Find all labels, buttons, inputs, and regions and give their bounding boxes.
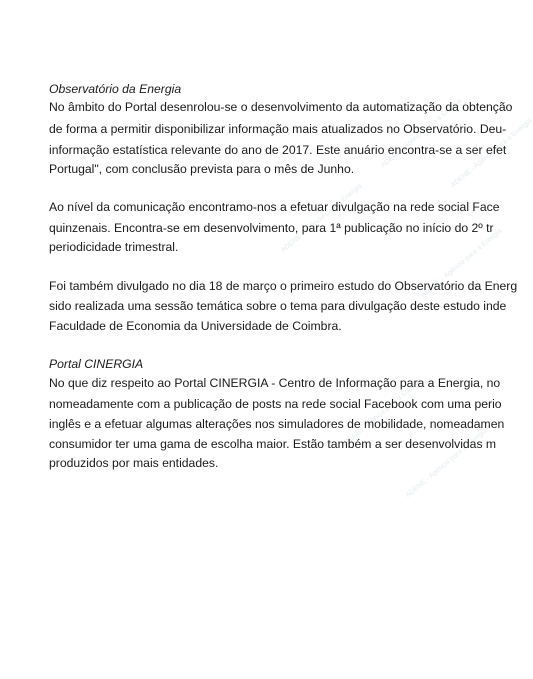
paragraph-line: nomeadamente com a publicação de posts na rede social Facebook com uma perio [49,397,502,411]
paragraph-line: consumidor ter uma gama de escolha maior. Estão também a ser desenvolvidas m [49,437,497,451]
paragraph-line: de forma a permitir disponibilizar informação mais atualizados no Observatório. Deu- [49,122,507,136]
paragraph-line: Ao nível da comunicação encontramo-nos a efetuar divulgação na rede social Face [49,200,500,214]
paragraph-line: informação estatística relevante do ano de 2017. Este anuário encontra-se a ser efet [49,143,507,157]
watermark: ADENE - Agência para a Energia [379,97,464,170]
watermark: ADENE - Agência para a Energia [404,427,489,500]
paragraph-line: Portugal", com conclusão prevista para o mês de Junho. [49,162,355,176]
watermark: ADENE - Agência para a Energia [449,117,533,190]
paragraph-line: produzidos por mais entidades. [49,456,219,470]
section-heading-observatorio: Observatório da Energia [49,82,182,96]
paragraph-line: periodicidade trimestral. [49,240,179,254]
section-heading-cinergia: Portal CINERGIA [49,357,144,371]
watermark: ADENE - Agência para a Energia [339,377,424,450]
paragraph-line: Faculdade de Economia da Universidade de Coimbra. [49,319,342,333]
paragraph-line: Foi também divulgado no dia 18 de março o primeiro estudo do Observatório da Energ [49,279,518,293]
paragraph-line: No âmbito do Portal desenrolou-se o desenvolvimento da automatização da obtenção [49,100,513,114]
watermark: ADENE - Agência para a Energia [279,182,364,255]
watermark: ADENE - Agência para a Energia [419,227,504,300]
paragraph-line: inglês e a efetuar algumas alterações nos simuladores de mobilidade, nomeadamen [49,417,505,431]
paragraph-line: No que diz respeito ao Portal CINERGIA - Centro de Informação para a Energia, no [49,376,501,390]
paragraph-line: quinzenais. Encontra-se em desenvolvimento, para 1ª publicação no início do 2º tr [49,221,494,235]
paragraph-line: sido realizada uma sessão temática sobre o tema para divulgação deste estudo inde [49,299,507,313]
